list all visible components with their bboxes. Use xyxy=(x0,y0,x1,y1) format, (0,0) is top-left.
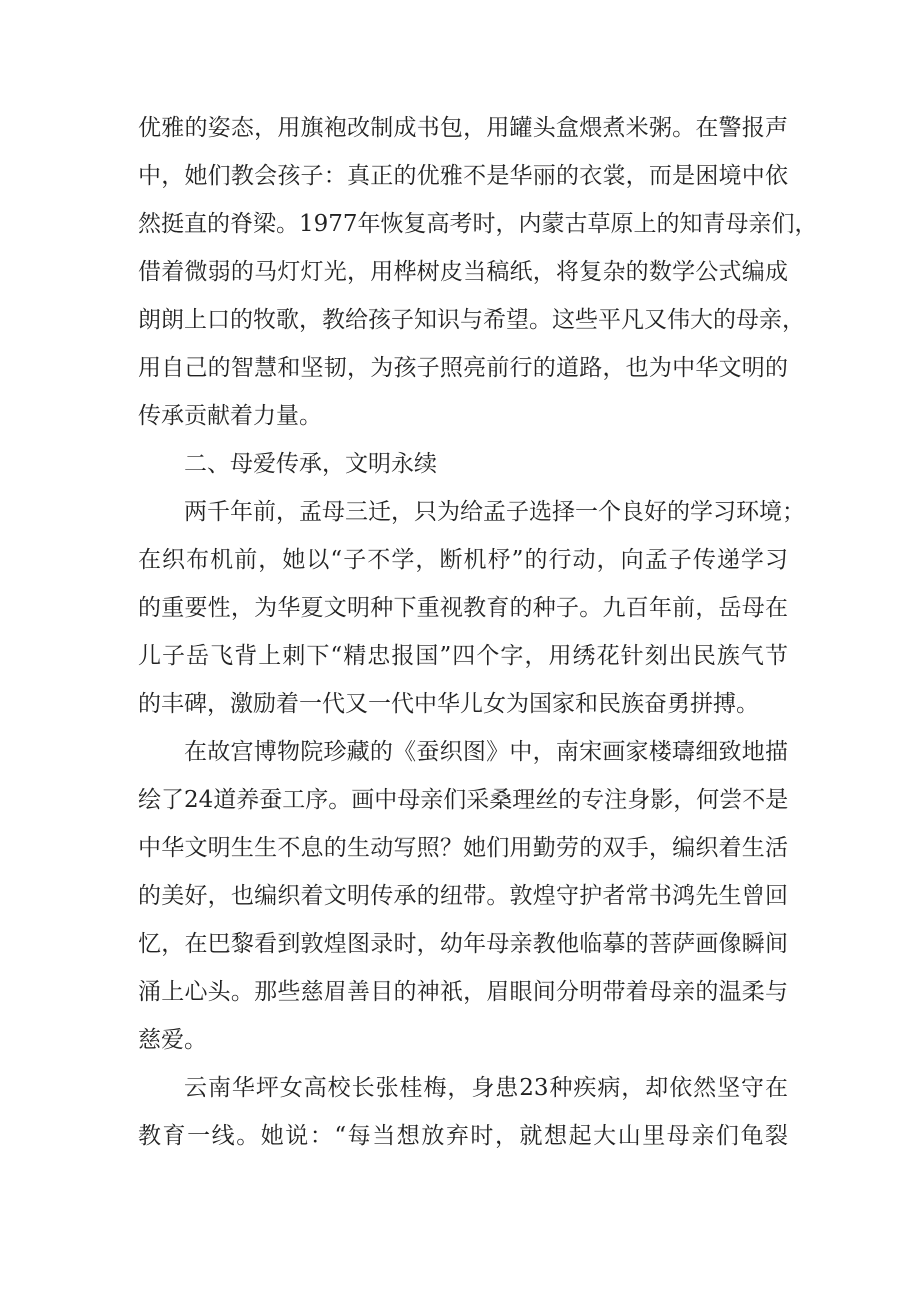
text-line: 在故宫博物院珍藏的《蚕织图》中，南宋画家楼璹细致地描 xyxy=(184,739,788,765)
text-line: 在织布机前，她以“子不学，断机杼”的行动，向孟子传递学习 xyxy=(138,547,788,573)
text-line: 优雅的姿态，用旗袍改制成书包，用罐头盒煨煮米粥。在警报声 xyxy=(138,115,788,141)
text-line: 中，她们教会孩子：真正的优雅不是华丽的衣裳，而是困境中依 xyxy=(138,163,788,189)
text-line: 慈爱。 xyxy=(138,1027,207,1053)
text-line: 两千年前，孟母三迁，只为给孟子选择一个良好的学习环境； xyxy=(184,499,805,525)
document-body xyxy=(138,104,818,1160)
section-heading xyxy=(138,440,788,488)
text-line: 中华文明生生不息的生动写照？她们用勤劳的双手，编织着生活 xyxy=(138,835,788,861)
paragraph-silk-painting xyxy=(138,728,788,1064)
text-line: 用自己的智慧和坚韧，为孩子照亮前行的道路，也为中华文明的 xyxy=(138,355,788,381)
text-line: 朗朗上口的牧歌，教给孩子知识与希望。这些平凡又伟大的母亲， xyxy=(138,307,805,333)
text-line: 的美好，也编织着文明传承的纽带。敦煌守护者常书鸿先生曾回 xyxy=(138,883,788,909)
paragraph-zhang-guimei xyxy=(138,1064,788,1160)
text-line: 忆，在巴黎看到敦煌图录时，幼年母亲教他临摹的菩萨画像瞬间 xyxy=(138,931,788,957)
text-line: 然挺直的脊梁。1977年恢复高考时，内蒙古草原上的知青母亲们， xyxy=(138,211,818,237)
text-line: 的丰碑，激励着一代又一代中华儿女为国家和民族奋勇拼搏。 xyxy=(138,691,759,717)
text-line: 的重要性，为华夏文明种下重视教育的种子。九百年前，岳母在 xyxy=(138,595,788,621)
text-line: 儿子岳飞背上刺下“精忠报国”四个字，用绣花针刻出民族气节 xyxy=(138,643,788,669)
text-line: 传承贡献着力量。 xyxy=(138,403,322,429)
text-line: 绘了24道养蚕工序。画中母亲们采桑理丝的专注身影，何尝不是 xyxy=(138,787,789,813)
text-line: 云南华坪女高校长张桂梅，身患23种疾病，却依然坚守在 xyxy=(184,1075,788,1101)
text-line: 涌上心头。那些慈眉善目的神祇，眉眼间分明带着母亲的温柔与 xyxy=(138,979,788,1005)
paragraph-continuation xyxy=(138,104,818,440)
text-line: 教育一线。她说：“每当想放弃时，就想起大山里母亲们龟裂 xyxy=(138,1123,788,1149)
paragraph-mencius xyxy=(138,488,805,728)
section-heading-text: 二、母爱传承，文明永续 xyxy=(184,451,437,477)
text-line: 借着微弱的马灯灯光，用桦树皮当稿纸，将复杂的数学公式编成 xyxy=(138,259,788,285)
